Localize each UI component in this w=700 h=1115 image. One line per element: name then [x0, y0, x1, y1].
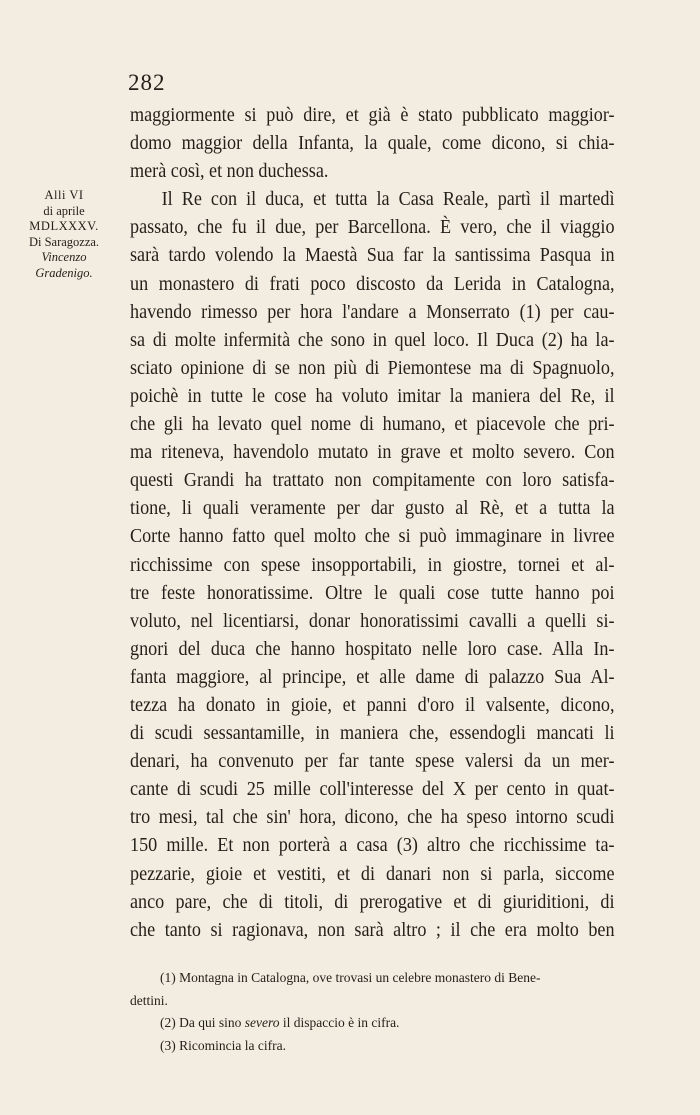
text-line: merà così, et non duchessa.: [130, 161, 329, 183]
text-line: voluto, nel licentiarsi, donar honoratissimi cavalli a quelli si-: [130, 610, 615, 632]
text-line: questi Grandi ha trattato non compitamente con loro satisfa-: [130, 470, 615, 492]
text-line: ricchissime con spese insopportabili, in giostre, tornei et al-: [130, 554, 615, 576]
text-line: sciato opinione di se non più di Piemontese ma di Spagnuolo,: [130, 357, 615, 379]
text-line: pezzarie, gioie et vestiti, et di danari non si parla, siccome: [130, 863, 615, 885]
text-line: gnori del duca che hanno hospitato nelle loro case. Alla In-: [130, 638, 615, 660]
text-line: fanta maggiore, al principe, et alle dame di palazzo Sua Al-: [130, 666, 615, 688]
text-line: domo maggior della Infanta, la quale, come dicono, si chia-: [130, 133, 615, 155]
text-line: poichè in tutte le cose ha voluto imitar la maniera del Re, il: [130, 385, 615, 407]
margin-note-year: MDLXXXV.: [29, 219, 99, 234]
margin-note-author-first: Vincenzo: [41, 250, 87, 265]
text-line: Corte hanno fatto quel molto che si può immaginare in livree: [130, 526, 615, 548]
text-line: Il Re con il duca, et tutta la Casa Reale, partì il martedì: [161, 189, 615, 211]
text-line: che gli ha levato quel nome di humano, et piacevole che pri-: [130, 414, 615, 436]
footnotes: [130, 967, 650, 1057]
margin-note-month: di aprile: [43, 203, 85, 218]
margin-note-place: Di Saragozza.: [28, 234, 100, 249]
text-line: tre feste honoratissime. Oltre le quali cose tutte hanno poi: [130, 582, 615, 604]
footnote-2-end: il dispaccio è in cifra.: [279, 1015, 400, 1030]
text-line: anco pare, che di titoli, di prerogative et di giuriditioni, di: [130, 891, 615, 913]
text-line: ma riteneva, havendolo mutato in grave et molto severo. Con: [130, 442, 615, 464]
text-line: un monastero di frati poco discosto da Lerida in Catalogna,: [130, 273, 615, 295]
text-line: maggiormente si può dire, et già è stato pubblicato maggior-: [130, 105, 615, 126]
text-line: passato, che fu il due, per Barcellona. È vero, che il viaggio: [130, 217, 615, 239]
text-line: tione, li quali veramente per dar gusto al Rè, et a tutta la: [130, 498, 615, 520]
margin-note: [8, 188, 120, 282]
footnote-2-start: (2) Da qui sino: [160, 1015, 245, 1030]
margin-note-author-last: Gradenigo.: [35, 265, 93, 280]
text-line: che tanto si ragionava, non sarà altro ; il che era molto ben: [130, 919, 615, 941]
footnote-1: (1) Montagna in Catalogna, ove trovasi un celebre monastero di Bene-: [160, 970, 541, 985]
text-line: 150 mille. Et non porterà a casa (3) altro che ricchissime ta-: [130, 835, 615, 857]
text-line: sa di molte infermità che sono in quel loco. Il Duca (2) ha la-: [130, 329, 615, 351]
text-line: sarà tardo volendo la Maestà Sua far la santissima Pasqua in: [130, 245, 615, 267]
margin-note-date: Alli VI: [44, 188, 84, 202]
page-number: 282: [128, 70, 166, 95]
text-line: di scudi sessantamille, in maniera che, essendogli mancati li: [130, 723, 615, 745]
footnote-2-emphasis: severo: [244, 1015, 280, 1030]
footnote-2: [130, 1012, 650, 1035]
text-line: cante di scudi 25 mille coll'interesse del X per cento in quat-: [130, 779, 615, 801]
text-line: havendo rimesso per hora l'andare a Monserrato (1) per cau-: [130, 301, 615, 323]
text-line: tezza ha donato in gioie, et panni d'oro il valsente, dicono,: [130, 694, 615, 716]
text-line: tro mesi, tal che sin' hora, dicono, che ha speso intorno scudi: [130, 807, 615, 829]
footnote-1-continued: dettini.: [130, 992, 168, 1008]
body-text: [130, 102, 615, 945]
text-line: denari, ha convenuto per far tante spese valersi da un mer-: [130, 751, 615, 773]
footnote-3: (3) Ricomincia la cifra.: [160, 1037, 286, 1053]
